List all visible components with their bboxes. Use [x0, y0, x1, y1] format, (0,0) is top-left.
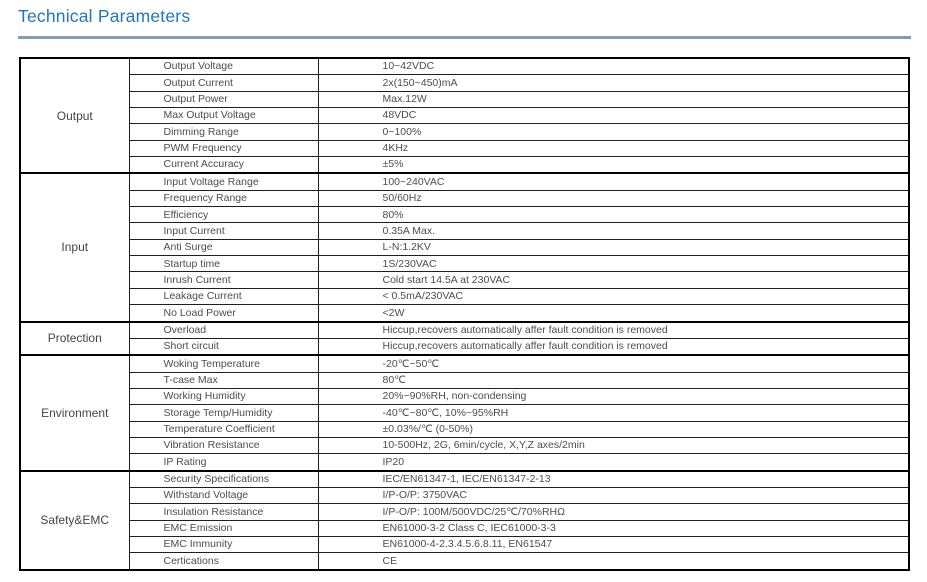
table-row — [20, 157, 909, 174]
category-cell-environment: Environment — [20, 355, 129, 470]
parameter-cell: Withstand Voltage — [129, 487, 318, 503]
table-row — [20, 75, 909, 91]
title-divider — [18, 36, 911, 39]
value-cell: 80℃ — [318, 372, 909, 388]
value-cell: I/P-O/P: 100M/500VDC/25℃/70%RHΩ — [318, 504, 909, 520]
table-row — [20, 553, 909, 570]
parameter-cell: No Load Power — [129, 305, 318, 322]
table-row — [20, 272, 909, 288]
table-row — [20, 338, 909, 355]
parameter-cell: EMC Emission — [129, 520, 318, 536]
value-cell: Cold start 14.5A at 230VAC — [318, 272, 909, 288]
parameter-cell: Overload — [129, 322, 318, 339]
table-row — [20, 355, 909, 372]
value-cell: 0.35A Max. — [318, 223, 909, 239]
table-row — [20, 190, 909, 206]
parameter-cell: Working Humidity — [129, 388, 318, 404]
category-cell-protection: Protection — [20, 322, 129, 356]
page-title: Technical Parameters — [18, 6, 191, 26]
parameter-cell: Anti Surge — [129, 239, 318, 255]
parameter-cell: Vibration Resistance — [129, 437, 318, 453]
value-cell: CE — [318, 553, 909, 570]
parameter-cell: Efficiency — [129, 207, 318, 223]
parameter-cell: Woking Temperature — [129, 355, 318, 372]
value-cell: IEC/EN61347-1, IEC/EN61347-2-13 — [318, 471, 909, 488]
value-cell: -40℃~80℃, 10%~95%RH — [318, 405, 909, 421]
parameter-cell: Short circuit — [129, 338, 318, 355]
value-cell: 4KHz — [318, 140, 909, 156]
category-cell-safety-emc: Safety&EMC — [20, 471, 129, 570]
parameter-cell: Max Output Voltage — [129, 108, 318, 124]
value-cell: EN61000-4-2.3.4.5.6.8.11, EN61547 — [318, 536, 909, 552]
value-cell: < 0.5mA/230VAC — [318, 288, 909, 304]
value-cell: 80% — [318, 207, 909, 223]
table-row — [20, 536, 909, 552]
parameter-cell: Insulation Resistance — [129, 504, 318, 520]
parameter-cell: Output Current — [129, 75, 318, 91]
table-row — [20, 58, 909, 75]
parameter-cell: IP Rating — [129, 454, 318, 471]
technical-parameters-table — [19, 57, 910, 571]
table-row — [20, 372, 909, 388]
parameter-cell: Frequency Range — [129, 190, 318, 206]
value-cell: 20%~90%RH, non-condensing — [318, 388, 909, 404]
value-cell: 100~240VAC — [318, 173, 909, 190]
parameter-cell: Storage Temp/Humidity — [129, 405, 318, 421]
parameter-cell: Temperature Coefficient — [129, 421, 318, 437]
table-row — [20, 173, 909, 190]
value-cell: EN61000-3-2 Class C, IEC61000-3-3 — [318, 520, 909, 536]
parameter-cell: Certications — [129, 553, 318, 570]
table-row — [20, 305, 909, 322]
value-cell: 48VDC — [318, 108, 909, 124]
value-cell: 0~100% — [318, 124, 909, 140]
table-row — [20, 405, 909, 421]
value-cell: 10-500Hz, 2G, 6min/cycle, X,Y,Z axes/2min — [318, 437, 909, 453]
value-cell: 1S/230VAC — [318, 256, 909, 272]
parameter-cell: Input Current — [129, 223, 318, 239]
parameter-cell: Output Power — [129, 91, 318, 107]
value-cell: ±0.03%/℃ (0-50%) — [318, 421, 909, 437]
table-row — [20, 256, 909, 272]
parameter-cell: PWM Frequency — [129, 140, 318, 156]
table-row — [20, 520, 909, 536]
parameter-cell: Input Voltage Range — [129, 173, 318, 190]
table-row — [20, 437, 909, 453]
table-row — [20, 91, 909, 107]
table-row — [20, 124, 909, 140]
parameter-cell: Leakage Current — [129, 288, 318, 304]
value-cell: 10~42VDC — [318, 58, 909, 75]
value-cell: -20℃~50℃ — [318, 355, 909, 372]
category-cell-output: Output — [20, 58, 129, 173]
table-row — [20, 108, 909, 124]
parameter-cell: Output Voltage — [129, 58, 318, 75]
parameter-cell: Current Accuracy — [129, 157, 318, 174]
table-row — [20, 388, 909, 404]
table-row — [20, 322, 909, 339]
value-cell: I/P-O/P: 3750VAC — [318, 487, 909, 503]
parameter-cell: T-case Max — [129, 372, 318, 388]
table-row — [20, 487, 909, 503]
table-row — [20, 207, 909, 223]
parameter-cell: Inrush Current — [129, 272, 318, 288]
table-row — [20, 223, 909, 239]
table-row — [20, 471, 909, 488]
table-row — [20, 140, 909, 156]
parameter-cell: EMC Immunity — [129, 536, 318, 552]
value-cell: IP20 — [318, 454, 909, 471]
value-cell: Max.12W — [318, 91, 909, 107]
value-cell: Hiccup,recovers automatically affer fault condition is removed — [318, 322, 909, 339]
value-cell: 50/60Hz — [318, 190, 909, 206]
parameter-cell: Dimming Range — [129, 124, 318, 140]
category-cell-input: Input — [20, 173, 129, 321]
table-row — [20, 421, 909, 437]
table-row — [20, 454, 909, 471]
value-cell: Hiccup,recovers automatically affer fault condition is removed — [318, 338, 909, 355]
spec-table-body — [20, 58, 909, 570]
value-cell: 2x(150~450)mA — [318, 75, 909, 91]
parameter-cell: Startup time — [129, 256, 318, 272]
table-row — [20, 239, 909, 255]
parameter-cell: Security Specifications — [129, 471, 318, 488]
table-row — [20, 288, 909, 304]
value-cell: L-N:1.2KV — [318, 239, 909, 255]
table-row — [20, 504, 909, 520]
value-cell: <2W — [318, 305, 909, 322]
value-cell: ±5% — [318, 157, 909, 174]
